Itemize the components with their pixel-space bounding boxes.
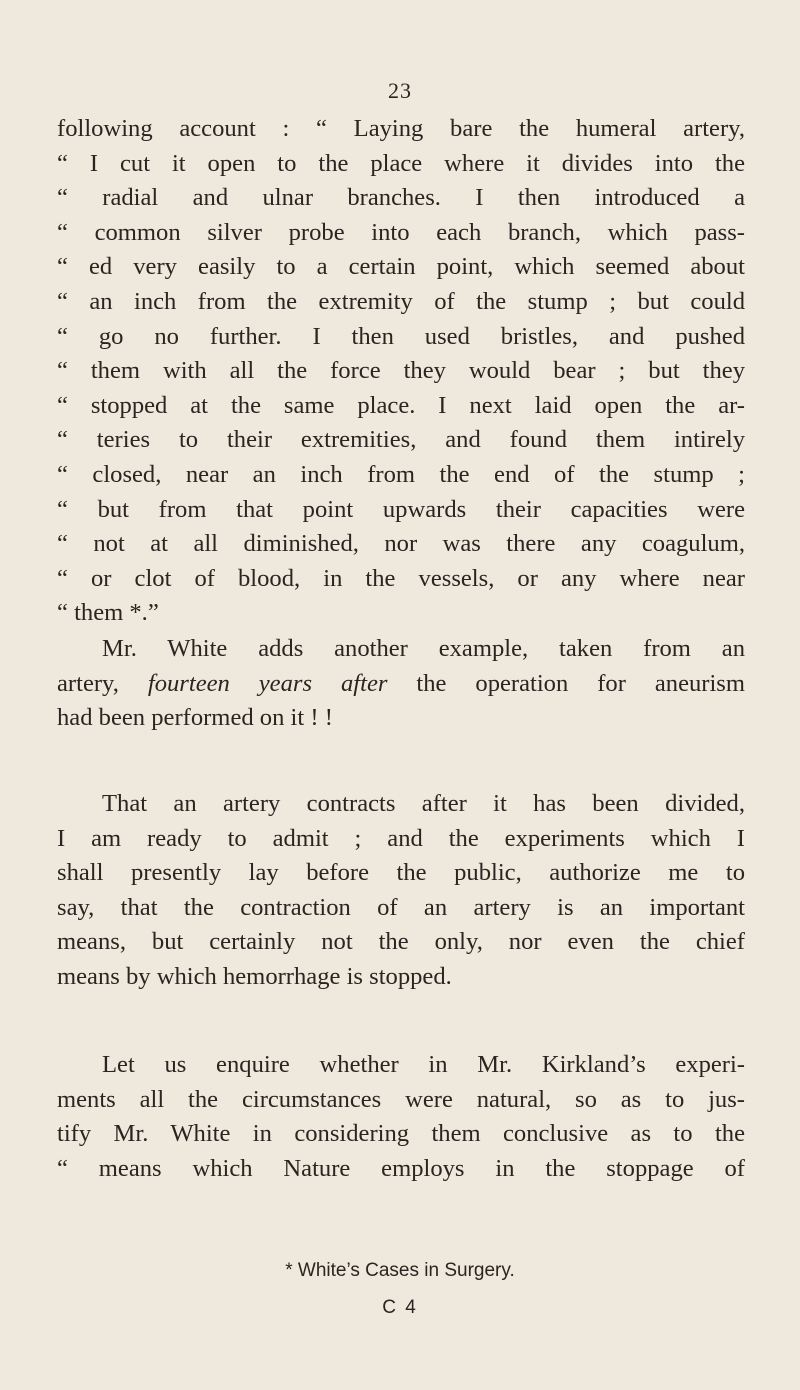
text-line: “ but from that point upwards their capacities were (57, 495, 745, 523)
paragraph-white-example (57, 632, 745, 736)
footnote: * White’s Cases in Surgery. (285, 1260, 515, 1281)
text-line: “ stopped at the same place. I next laid open the ar- (57, 391, 745, 419)
text-line: “ teries to their extremities, and found them intirely (57, 426, 745, 454)
paragraph-enquire (57, 1048, 745, 1186)
text-line: I am ready to admit ; and the experiments which I (57, 824, 745, 852)
text-line: shall presently lay before the public, authorize me to (57, 859, 745, 887)
signature-mark: C 4 (382, 1297, 418, 1318)
text-line: Let us enquire whether in Mr. Kirkland’s experi- (102, 1051, 745, 1078)
text-line: “ or clot of blood, in the vessels, or any where near (57, 564, 745, 592)
text-line: means, but certainly not the only, nor even the chief (57, 928, 745, 956)
text-line-mixed (57, 667, 745, 702)
text-line: “ closed, near an inch from the end of the stump ; (57, 460, 745, 488)
text-line: ments all the circumstances were natural, so as to jus- (57, 1085, 745, 1113)
text-fragment: the operation for aneurism (387, 669, 746, 697)
text-line: That an artery contracts after it has been divided, (102, 790, 745, 817)
text-line: “ ed very easily to a certain point, which seemed about (57, 253, 745, 281)
text-line: “ an inch from the extremity of the stump ; but could (57, 287, 745, 315)
text-line: say, that the contraction of an artery is an important (57, 893, 745, 921)
text-line: “ not at all diminished, nor was there any coagulum, (57, 530, 745, 558)
text-line: means by which hemorrhage is stopped. (57, 962, 452, 990)
text-line: “ them *.” (57, 599, 159, 627)
page-number: 23 (388, 78, 412, 103)
text-line: following account : “ Laying bare the humeral artery, (57, 115, 745, 142)
text-line: Mr. White adds another example, taken from an (102, 635, 745, 662)
text-line: tify Mr. White in considering them conclusive as to the (57, 1120, 745, 1148)
text-line: “ radial and ulnar branches. I then introduced a (57, 184, 745, 212)
paragraph-artery-contracts (57, 787, 745, 995)
text-line: “ I cut it open to the place where it divides into the (57, 149, 745, 177)
text-line: “ common silver probe into each branch, which pass- (57, 218, 745, 246)
paragraph-quote (57, 112, 745, 631)
text-line: had been performed on it ! ! (57, 704, 333, 732)
text-fragment: artery, (57, 669, 148, 697)
text-line: “ them with all the force they would bear ; but they (57, 357, 745, 385)
text-line: “ means which Nature employs in the stoppage of (57, 1154, 745, 1182)
italic-fragment: fourteen years after (147, 669, 388, 697)
text-line: “ go no further. I then used bristles, and pushed (57, 322, 745, 350)
